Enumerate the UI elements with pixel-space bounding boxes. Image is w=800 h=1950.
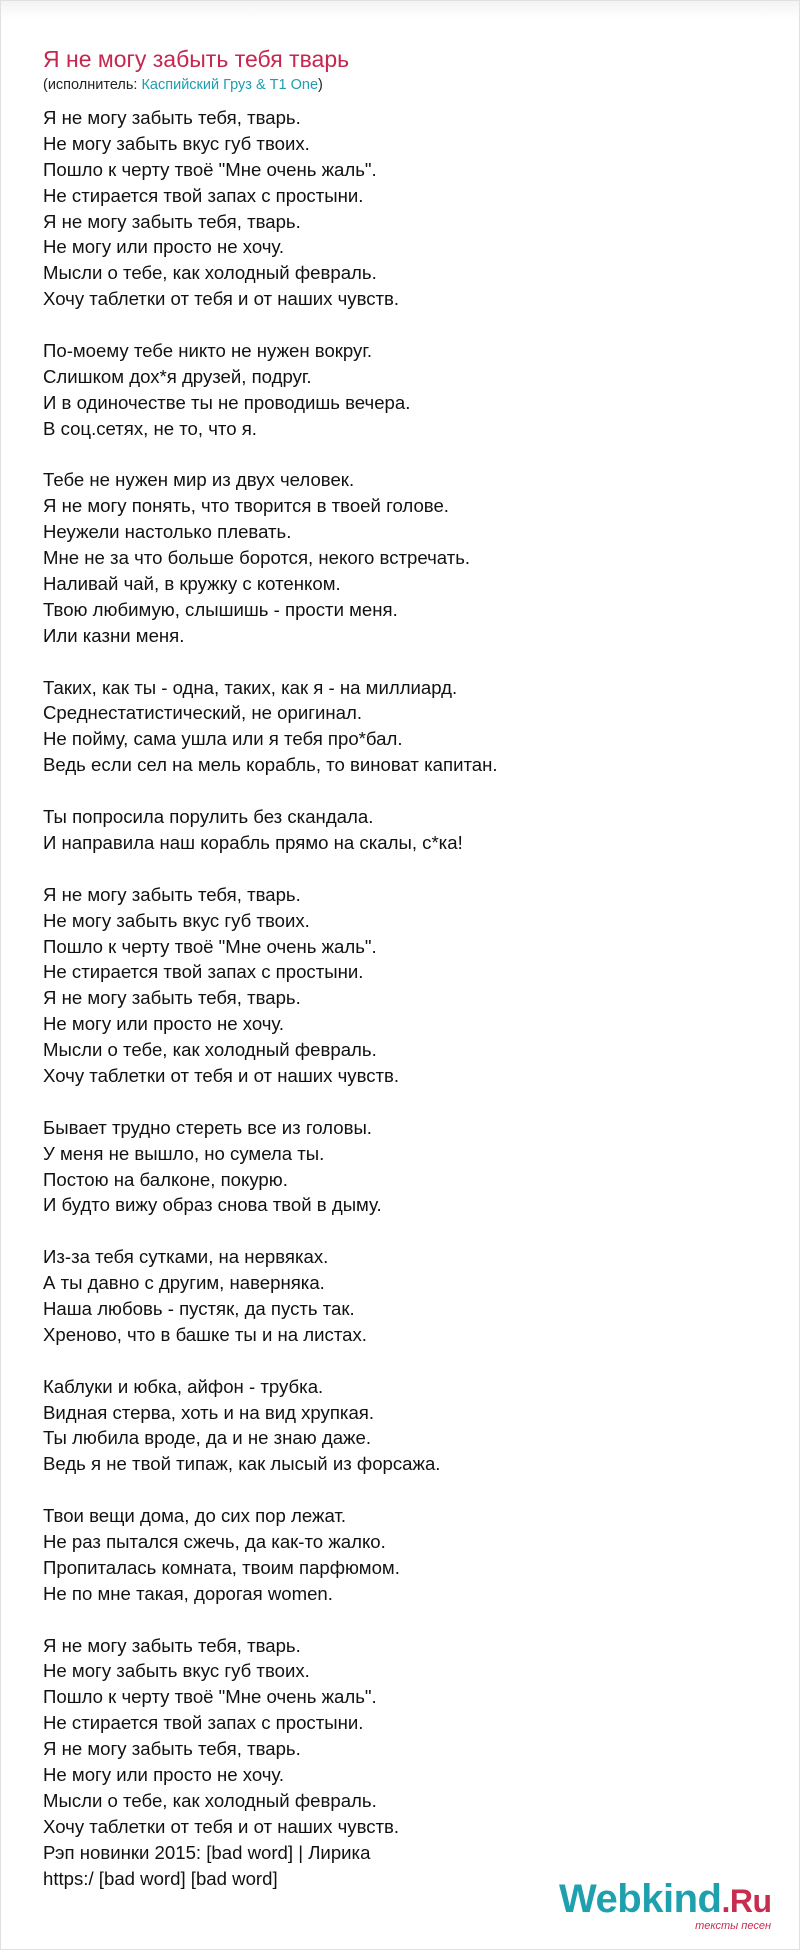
lyrics-stanza xyxy=(43,1503,779,1607)
lyrics-line: Хреново, что в башке ты и на листах. xyxy=(43,1323,367,1345)
lyrics-line: Или казни меня. xyxy=(43,624,185,646)
lyrics-line: Не могу забыть вкус губ твоих. xyxy=(43,132,310,154)
lyrics-line: Хочу таблетки от тебя и от наших чувств. xyxy=(43,1815,400,1837)
lyrics-stanza xyxy=(43,338,779,442)
artist-link[interactable]: Каспийский Груз & T1 One xyxy=(141,77,319,93)
lyrics-line: Не раз пытался сжечь, да как-то жалко. xyxy=(43,1530,386,1552)
lyrics-line: Твою любимую, слышишь - прости меня. xyxy=(43,598,398,620)
lyrics-line: У меня не вышло, но сумела ты. xyxy=(43,1142,325,1164)
lyrics-line: Не могу или просто не хочу. xyxy=(43,1764,285,1785)
lyrics-stanza xyxy=(43,1633,779,1892)
lyrics-line: Я не могу забыть тебя, тварь. xyxy=(43,987,301,1009)
lyrics-line: Наша любовь - пустяк, да пусть так. xyxy=(43,1297,355,1319)
lyrics-line: Слишком дох*я друзей, подруг. xyxy=(43,365,312,387)
lyrics-stanza xyxy=(43,467,779,648)
lyrics-line: Пошло к черту твоё "Мне очень жаль". xyxy=(43,1686,377,1708)
lyrics-line: И будто вижу образ снова твой в дыму. xyxy=(43,1194,382,1216)
lyrics-line: И направила наш корабль прямо на скалы, с*ка! xyxy=(43,831,463,853)
lyrics-line: По-моему тебе никто не нужен вокруг. xyxy=(43,340,373,362)
lyrics-line: Я не могу забыть тебя, тварь. xyxy=(43,1738,301,1760)
lyrics-line: Наливай чай, в кружку с котенком. xyxy=(43,573,341,595)
lyrics-line: Мысли о тебе, как холодный февраль. xyxy=(43,1789,377,1811)
lyrics-line: Я не могу забыть тебя, тварь. xyxy=(43,107,301,128)
lyrics-line: Рэп новинки 2015: [bad word] | Лирика xyxy=(43,1841,371,1863)
lyrics-line: Не стирается твой запах с простыни. xyxy=(43,1712,364,1734)
lyrics-line: Не могу или просто не хочу. xyxy=(43,236,285,258)
lyrics-line: Из-за тебя сутками, на нервяках. xyxy=(43,1246,329,1268)
lyrics-line: Мысли о тебе, как холодный февраль. xyxy=(43,262,377,284)
lyrics-line: Не могу или просто не хочу. xyxy=(43,1013,285,1035)
lyrics-stanza xyxy=(43,1244,779,1348)
lyrics-line: Видная стерва, хоть и на вид хрупкая. xyxy=(43,1401,375,1423)
lyrics-line: Ты любила вроде, да и не знаю даже. xyxy=(43,1427,371,1449)
lyrics-line: Таких, как ты - одна, таких, как я - на миллиард. xyxy=(43,676,458,698)
lyrics-line: Каблуки и юбка, айфон - трубка. xyxy=(43,1375,324,1397)
performer-prefix: (исполнитель: xyxy=(43,77,142,93)
lyrics-line: Ведь если сел на мель корабль, то виноват капитан. xyxy=(43,754,498,776)
lyrics-stanza xyxy=(43,1115,779,1219)
lyrics-line: Мысли о тебе, как холодный февраль. xyxy=(43,1039,377,1061)
lyrics-line: Мне не за что больше боротся, некого встречать. xyxy=(43,547,471,569)
lyrics-line: Не по мне такая, дорогая women. xyxy=(43,1582,333,1604)
lyrics-line: Неужели настолько плевать. xyxy=(43,521,292,543)
lyrics-line: Хочу таблетки от тебя и от наших чувств. xyxy=(43,288,400,310)
lyrics-line: Постою на балконе, покурю. xyxy=(43,1168,288,1190)
lyrics-line: Не стирается твой запах с простыни. xyxy=(43,184,364,206)
lyrics-line: Я не могу понять, что творится в твоей голове. xyxy=(43,495,449,517)
lyrics-line: Я не могу забыть тебя, тварь. xyxy=(43,210,301,232)
lyrics-line: Я не могу забыть тебя, тварь. xyxy=(43,1634,301,1656)
lyrics-line: Тебе не нужен мир из двух человек. xyxy=(43,469,355,491)
song-title: Я не могу забыть тебя тварь xyxy=(43,46,350,72)
lyrics-line: А ты давно с другим, наверняка. xyxy=(43,1272,325,1294)
lyrics-line: Я не могу забыть тебя, тварь. xyxy=(43,883,301,905)
lyrics-line: Не стирается твой запах с простыни. xyxy=(43,961,364,983)
lyrics-line: Бывает трудно стереть все из головы. xyxy=(43,1116,372,1138)
lyrics-line: Среднестатистический, не оригинал. xyxy=(43,702,362,724)
lyrics-text xyxy=(43,105,779,1891)
lyrics-line: Пошло к черту твоё "Мне очень жаль". xyxy=(43,158,377,180)
lyrics-line: https:/ [bad word] [bad word] xyxy=(43,1867,278,1889)
lyrics-line: Не могу забыть вкус губ твоих. xyxy=(43,1660,310,1682)
lyrics-line: Пошло к черту твоё "Мне очень жаль". xyxy=(43,935,377,957)
lyrics-line: Не пойму, сама ушла или я тебя про*бал. xyxy=(43,728,403,750)
lyrics-stanza xyxy=(43,105,779,312)
lyrics-line: И в одиночестве ты не проводишь вечера. xyxy=(43,391,411,413)
lyrics-line: Ты попросила порулить без скандала. xyxy=(43,806,374,828)
lyrics-stanza xyxy=(43,675,779,779)
performer-suffix: ) xyxy=(318,77,323,93)
lyrics-line: Пропиталась комната, твоим парфюмом. xyxy=(43,1556,400,1578)
song-header xyxy=(43,45,779,94)
lyrics-line: Не могу забыть вкус губ твоих. xyxy=(43,909,310,931)
logo-subtitle: тексты песен xyxy=(695,1920,771,1932)
lyrics-line: Хочу таблетки от тебя и от наших чувств. xyxy=(43,1064,400,1086)
lyrics-line: В соц.сетях, не то, что я. xyxy=(43,417,257,439)
lyrics-line: Твои вещи дома, до сих пор лежат. xyxy=(43,1505,347,1527)
performer-line xyxy=(43,76,779,94)
logo-suffix-text: .Ru xyxy=(721,1883,772,1919)
webkind-logo[interactable] xyxy=(559,1875,771,1935)
lyrics-line: Ведь я не твой типаж, как лысый из форсажа. xyxy=(43,1453,441,1475)
logo-main-text: Webkind xyxy=(559,1877,722,1921)
lyrics-stanza xyxy=(43,882,779,1089)
logo-wordmark xyxy=(559,1875,771,1925)
lyrics-stanza xyxy=(43,804,779,856)
lyrics-stanza xyxy=(43,1374,779,1478)
